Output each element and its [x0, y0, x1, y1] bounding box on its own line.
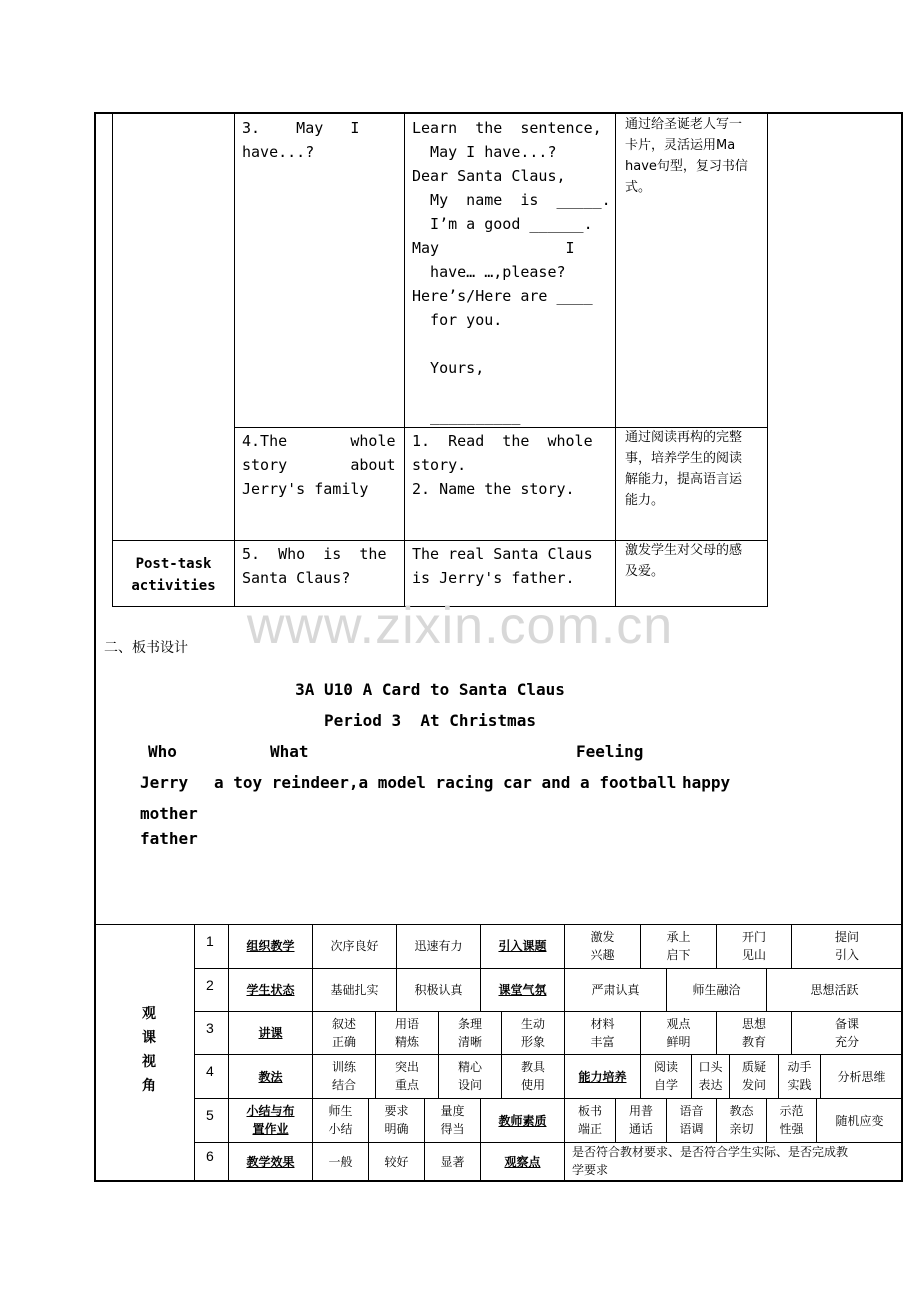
board-col-feeling: Feeling: [576, 742, 644, 761]
category-lecturing: 讲课: [258, 1026, 283, 1040]
criterion-item: 师生 小结: [328, 1104, 353, 1136]
criterion-item: 板书 端正: [577, 1104, 602, 1136]
criterion-item: 承上 启下: [666, 930, 691, 962]
criterion-item: 分析思维: [837, 1070, 886, 1084]
step-who-santa: 5. Who is the Santa Claus?: [242, 545, 387, 587]
criterion-item: 基础扎实: [330, 983, 379, 997]
category-introduce-topic: 引入课题: [498, 939, 547, 953]
board-row-father: father: [140, 829, 198, 848]
stage-post-task: Post-task activities: [131, 556, 216, 594]
row-number: 1: [206, 933, 214, 949]
activity-real-santa: The real Santa Claus is Jerry's father.: [412, 545, 593, 587]
criterion-item: 开门 见山: [741, 930, 766, 962]
criterion-item: 次序良好: [330, 939, 379, 953]
criterion-item: 迅速有力: [414, 939, 463, 953]
category-teacher-quality: 教师素质: [498, 1114, 547, 1128]
category-organize-teaching: 组织教学: [246, 939, 295, 953]
criterion-item: 动手 实践: [787, 1060, 812, 1092]
criterion-item: 思想 教育: [741, 1017, 766, 1049]
criterion-item: 观点 鲜明: [666, 1017, 691, 1049]
criterion-item: 显著: [440, 1155, 465, 1169]
activity-read-story: 1. Read the whole story. 2. Name the story.: [412, 432, 593, 498]
criterion-item: 阅读 自学: [653, 1060, 678, 1092]
criterion-item: 用普 通话: [628, 1104, 653, 1136]
criterion-item: 积极认真: [414, 983, 463, 997]
criterion-item: 叙述 正确: [331, 1017, 356, 1049]
row-number: 4: [206, 1063, 214, 1079]
row-number: 6: [206, 1148, 214, 1164]
criterion-item: 教具 使用: [520, 1060, 545, 1092]
activity-learn-sentence: Learn the sentence, May I have...? Dear Santa Claus, My name is _____. I’m a good ______. May I have… …,please? Here’s/Here are ____ for you. Yours, __________: [412, 119, 611, 425]
category-teaching-method: 教法: [258, 1070, 283, 1084]
criterion-item: 材料 丰富: [590, 1017, 615, 1049]
purpose-reading: 通过阅读再构的完整 事，培养学生的阅读 解能力，提高语言运 能力。: [625, 430, 743, 508]
criterion-item: 要求 明确: [384, 1104, 409, 1136]
category-summary-homework: 小结与布 置作业: [246, 1104, 295, 1136]
criterion-item: 语音 语调: [679, 1104, 704, 1136]
criterion-item: 用语 精炼: [394, 1017, 419, 1049]
criterion-item: 示范 性强: [779, 1104, 804, 1136]
criterion-item: 训练 结合: [331, 1060, 356, 1092]
criterion-item: 生动 形象: [520, 1017, 545, 1049]
criterion-item: 较好: [384, 1155, 409, 1169]
purpose-card-writing: 通过给圣诞老人写一 卡片，灵活运用Ma have句型，复习书信 式。: [625, 117, 748, 195]
step-whole-story: 4.The whole story about Jerry's family: [242, 432, 396, 498]
watermark: www.zixin.com.cn: [246, 597, 674, 655]
row-number: 2: [206, 977, 214, 993]
category-student-state: 学生状态: [246, 983, 295, 997]
category-class-atmosphere: 课堂气氛: [498, 983, 547, 997]
criterion-item: 口头 表达: [698, 1060, 723, 1092]
criterion-item: 精心 设问: [457, 1060, 482, 1092]
criterion-item: 师生融洽: [692, 983, 741, 997]
criterion-item: 量度 得当: [440, 1104, 465, 1136]
purpose-parents-love: 激发学生对父母的感 及爱。: [625, 543, 743, 579]
board-title: 3A U10 A Card to Santa Claus: [295, 680, 565, 699]
board-row-jerry-gifts: a toy reindeer,a model racing car and a football: [214, 773, 677, 792]
criterion-item: 随机应变: [835, 1114, 884, 1128]
board-subtitle: Period 3 At Christmas: [324, 711, 536, 730]
category-observation-point: 观察点: [504, 1155, 541, 1169]
board-row-jerry: Jerry: [140, 773, 189, 792]
section-heading-board-design: 二、板书设计: [104, 640, 188, 656]
category-teaching-effect: 教学效果: [246, 1155, 295, 1169]
criterion-item: 思想活跃: [810, 983, 859, 997]
criterion-item: 条理 清晰: [457, 1017, 482, 1049]
observation-side-label: 观 课 视 角: [142, 1006, 156, 1094]
row-number: 3: [206, 1020, 214, 1036]
criterion-item: 严肃认真: [591, 983, 640, 997]
criterion-item: 激发 兴趣: [590, 930, 615, 962]
criterion-item: 教态 亲切: [729, 1104, 754, 1136]
board-row-jerry-feeling: happy: [682, 773, 731, 792]
criterion-item: 提问 引入: [834, 930, 859, 962]
board-row-mother: mother: [140, 804, 198, 823]
category-ability-training: 能力培养: [578, 1070, 627, 1084]
criterion-item: 备课 充分: [834, 1017, 859, 1049]
criterion-item: 突出 重点: [394, 1060, 419, 1092]
observation-point-text: 是否符合教材要求、是否符合学生实际、是否完成教 学要求: [572, 1145, 849, 1177]
criterion-item: 一般: [328, 1155, 353, 1169]
step-may-i-have: 3. May I have...?: [242, 119, 360, 161]
row-number: 5: [206, 1107, 214, 1123]
criterion-item: 质疑 发问: [741, 1060, 766, 1092]
board-col-what: What: [270, 742, 309, 761]
board-col-who: Who: [148, 742, 177, 761]
